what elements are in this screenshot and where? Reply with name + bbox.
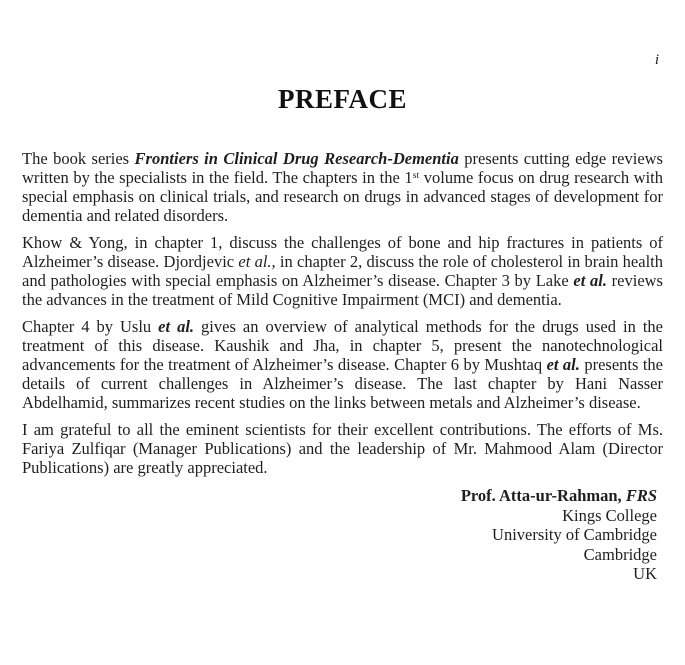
paragraph-acknowledgements: I am grateful to all the eminent scientists for their excellent contributions. The efforts of Ms. Fariya Zulfiqar (Manager Publications) and the leadership of Mr. Mahmood Alam (Director Publications) are greatly appreciated. [22,420,663,477]
signature-city: Cambridge [583,544,657,564]
signature-college: Kings College [562,505,657,525]
preface-body [0,149,685,477]
signature-author-name: Prof. Atta-ur-Rahman, FRS [460,486,657,505]
page-number: i [654,52,659,68]
paragraph-chapters-1-3: Khow & Yong, in chapter 1, discuss the challenges of bone and hip fractures in patients of Alzheimer’s disease. Djordjevic et al., in chapter 2, discuss the role of cholesterol in brain health and pathologies with special emphasis on Alzheimer’s disease. Chapter 3 by Lake et al. reviews the advances in the treatment of Mild Cognitive Impairment (MCI) and dementia. [22,233,663,309]
signature-university: University of Cambridge [492,525,657,544]
paragraph-chapters-4-7: Chapter 4 by Uslu et al. gives an overview of analytical methods for the drugs used in the treatment of this disease. Kaushik and Jha, in chapter 5, present the nanotechnological advancements for the treatment of Alzheimer’s disease. Chapter 6 by Mushtaq et al. presents the details of current challenges in Alzheimer’s disease. The last chapter by Hani Nasser Abdelhamid, summarizes recent studies on the links between metals and Alzheimer’s disease. [22,317,663,412]
signature-block [0,486,685,584]
signature-country: UK [633,564,657,583]
page-title: PREFACE [278,84,407,114]
paragraph-book-series-intro: The book series Frontiers in Clinical Drug Research-Dementia presents cutting edge reviews written by the specialists in the field. The chapters in the 1st volume focus on drug research with special emphasis on clinical trials, and research on drugs in advanced stages of development for dementia and related disorders. [22,149,663,225]
